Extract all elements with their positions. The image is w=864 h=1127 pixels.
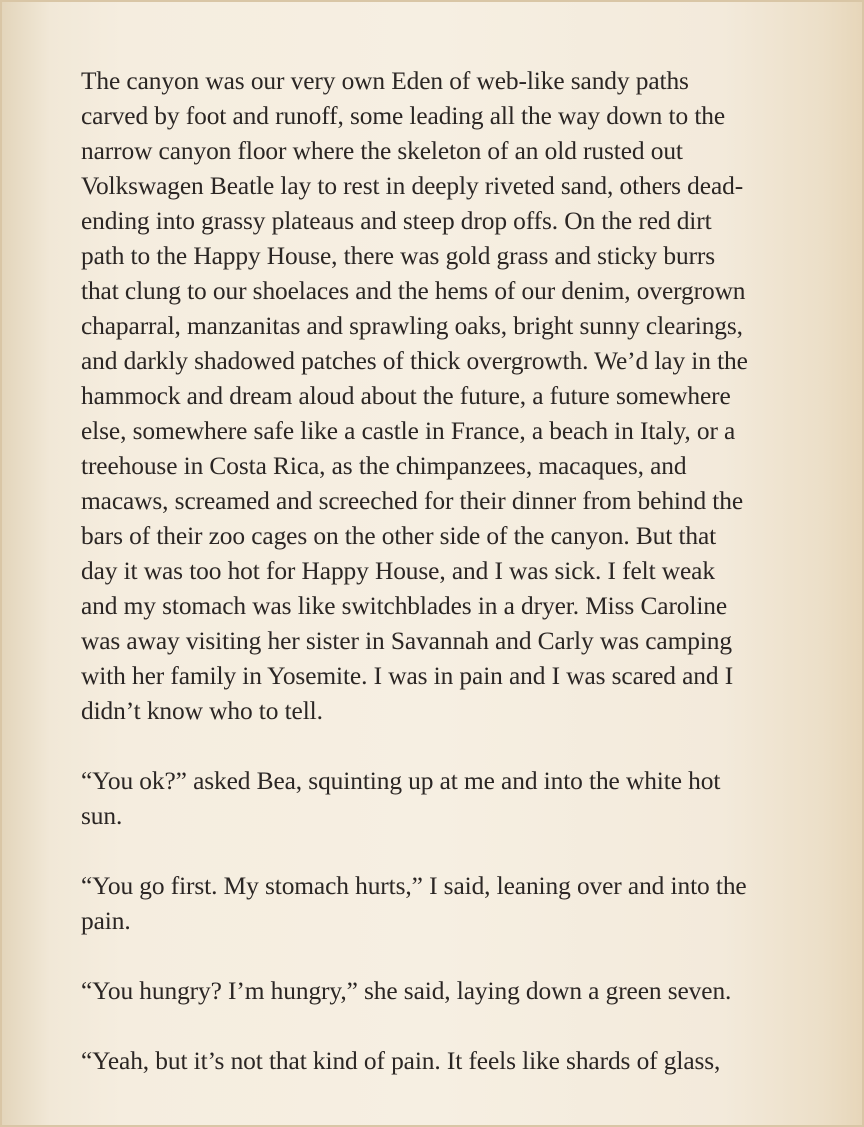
text-line: was away visiting her sister in Savannah and Carly was camping — [81, 627, 732, 655]
text-line: macaws, screamed and screeched for their dinner from behind the — [81, 487, 744, 515]
text-line: day it was too hot for Happy House, and I was sick. I felt weak — [81, 557, 715, 585]
text-line: treehouse in Costa Rica, as the chimpanzees, macaques, and — [81, 452, 687, 480]
text-line: and darkly shadowed patches of thick overgrowth. We’d lay in the — [81, 347, 748, 375]
text-line: with her family in Yosemite. I was in pain and I was scared and I — [81, 662, 734, 690]
text-line: narrow canyon floor where the skeleton of an old rusted out — [81, 137, 683, 165]
text-line: bars of their zoo cages on the other side of the canyon. But that — [81, 522, 717, 550]
text-line: “Yeah, but it’s not that kind of pain. It feels like shards of glass, — [81, 1047, 721, 1075]
text-line: pain. — [81, 907, 131, 935]
text-line: The canyon was our very own Eden of web-like sandy paths — [81, 67, 689, 95]
paragraph-dialogue-stomach — [81, 869, 801, 939]
text-line: hammock and dream aloud about the future, a future somewhere — [81, 382, 731, 410]
paragraph-dialogue-glass — [81, 1044, 801, 1079]
text-line: sun. — [81, 802, 123, 830]
text-line: and my stomach was like switchblades in a dryer. Miss Caroline — [81, 592, 728, 620]
paragraph-canyon — [81, 64, 801, 729]
text-line: “You go first. My stomach hurts,” I said, leaning over and into the — [81, 872, 747, 900]
text-line: chaparral, manzanitas and sprawling oaks, bright sunny clearings, — [81, 312, 743, 340]
text-line: else, somewhere safe like a castle in France, a beach in Italy, or a — [81, 417, 736, 445]
text-line: Volkswagen Beatle lay to rest in deeply riveted sand, others dead- — [81, 172, 744, 200]
body-text — [81, 64, 801, 1114]
text-line: carved by foot and runoff, some leading all the way down to the — [81, 102, 726, 130]
text-line: that clung to our shoelaces and the hems of our denim, overgrown — [81, 277, 746, 305]
text-line: didn’t know who to tell. — [81, 697, 323, 725]
text-line: “You ok?” asked Bea, squinting up at me and into the white hot — [81, 767, 721, 795]
text-line: “You hungry? I’m hungry,” she said, laying down a green seven. — [81, 977, 732, 1005]
text-line: ending into grassy plateaus and steep drop offs. On the red dirt — [81, 207, 712, 235]
text-line: path to the Happy House, there was gold grass and sticky burrs — [81, 242, 716, 270]
paragraph-dialogue-hungry — [81, 974, 801, 1009]
paragraph-dialogue-bea — [81, 764, 801, 834]
